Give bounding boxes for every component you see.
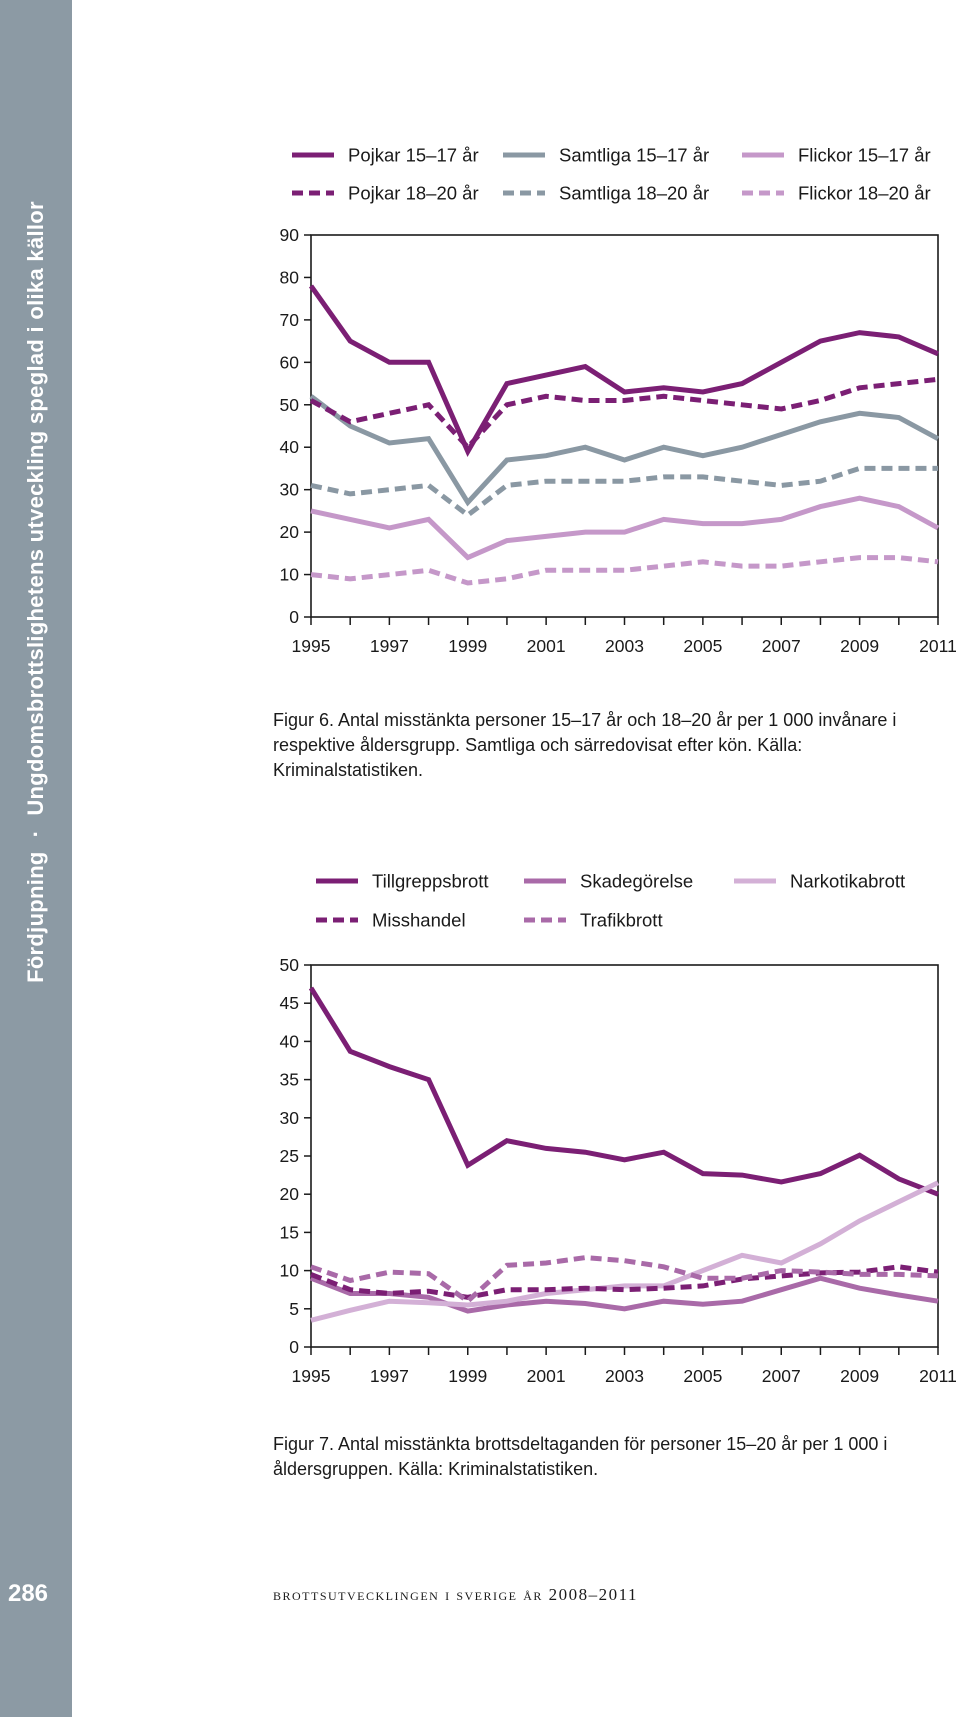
- y-tick-label: 45: [279, 993, 299, 1014]
- x-tick-label: 1995: [291, 636, 331, 656]
- figure-7-chart: [0, 850, 960, 1400]
- legend-label-samtliga-15-17-ar: Samtliga 15–17 år: [559, 144, 710, 166]
- series-line-pojkar-15-17-ar: [311, 286, 938, 452]
- y-tick-label: 50: [279, 955, 299, 975]
- legend-label-narkotikabrott: Narkotikabrott: [790, 870, 906, 892]
- series-line-tillgreppsbrott: [311, 988, 938, 1194]
- legend-label-flickor-18-20-ar: Flickor 18–20 år: [798, 182, 931, 204]
- x-tick-label: 1995: [291, 1366, 331, 1386]
- y-tick-label: 10: [279, 1260, 299, 1281]
- y-tick-label: 30: [279, 479, 299, 500]
- y-tick-label: 0: [289, 607, 299, 627]
- series-line-skadegorelse: [311, 1278, 938, 1311]
- series-line-flickor-18-20-ar: [311, 558, 938, 583]
- x-tick-label: 2003: [605, 636, 644, 656]
- legend-label-tillgreppsbrott: Tillgreppsbrott: [372, 870, 489, 892]
- y-tick-label: 15: [279, 1222, 299, 1243]
- y-tick-label: 40: [279, 437, 299, 458]
- y-tick-label: 80: [279, 267, 299, 288]
- y-tick-label: 20: [279, 1184, 299, 1205]
- y-tick-label: 30: [279, 1107, 299, 1128]
- figure-6-chart: [0, 0, 960, 690]
- y-tick-label: 50: [279, 394, 299, 415]
- y-tick-label: 90: [279, 225, 299, 245]
- legend-label-flickor-15-17-ar: Flickor 15–17 år: [798, 144, 931, 166]
- series-line-narkotikabrott: [311, 1183, 938, 1321]
- x-tick-label: 2005: [683, 1366, 723, 1386]
- figure-6-caption: Figur 6. Antal misstänkta personer 15–17 år och 18–20 år per 1 000 invånare i respektive åldersgrupp. Samtliga och särredovisat efter kön. Källa: Kriminalstatistiken.: [273, 710, 897, 780]
- x-tick-label: 2009: [840, 1366, 880, 1386]
- legend-label-pojkar-15-17-ar: Pojkar 15–17 år: [348, 144, 479, 166]
- x-tick-label: 1997: [369, 636, 409, 656]
- x-tick-label: 2001: [526, 636, 566, 656]
- y-tick-label: 40: [279, 1031, 299, 1052]
- x-tick-label: 2005: [683, 636, 723, 656]
- chapter-title: Ungdomsbrottslighetens utveckling speglad i olika källor: [23, 201, 48, 816]
- x-tick-label: 1997: [369, 1366, 409, 1386]
- y-tick-label: 25: [279, 1146, 299, 1166]
- legend-label-trafikbrott: Trafikbrott: [580, 909, 663, 931]
- x-tick-label: 2007: [761, 636, 801, 656]
- y-tick-label: 20: [279, 522, 299, 543]
- legend-label-skadegorelse: Skadegörelse: [580, 870, 694, 892]
- x-tick-label: 1999: [448, 636, 488, 656]
- y-tick-label: 5: [289, 1298, 299, 1319]
- section-label: Fördjupning: [23, 851, 48, 983]
- figure-7-caption: Figur 7. Antal misstänkta brottsdeltaganden för personer 15–20 år per 1 000 i åldersgruppen. Källa: Kriminalstatistiken.: [273, 1434, 888, 1479]
- x-tick-label: 1999: [448, 1366, 488, 1386]
- y-tick-label: 60: [279, 352, 299, 373]
- x-tick-label: 2011: [919, 1366, 957, 1386]
- plot-frame: [311, 965, 938, 1347]
- x-tick-label: 2003: [605, 1366, 644, 1386]
- y-tick-label: 0: [289, 1337, 299, 1357]
- y-tick-label: 10: [279, 564, 299, 585]
- x-tick-label: 2011: [919, 636, 957, 656]
- x-tick-label: 2007: [761, 1366, 801, 1386]
- legend-label-misshandel: Misshandel: [372, 909, 466, 931]
- y-tick-label: 70: [279, 309, 299, 330]
- separator-dot: ·: [23, 829, 48, 838]
- y-tick-label: 35: [279, 1069, 299, 1090]
- legend-label-pojkar-18-20-ar: Pojkar 18–20 år: [348, 182, 479, 204]
- page-footer: brottsutvecklingen i sverige år 2008–2011: [273, 1585, 639, 1604]
- legend-label-samtliga-18-20-ar: Samtliga 18–20 år: [559, 182, 710, 204]
- x-tick-label: 2009: [840, 636, 880, 656]
- x-tick-label: 2001: [526, 1366, 566, 1386]
- series-line-flickor-15-17-ar: [311, 498, 938, 557]
- page-number: 286: [7, 1580, 49, 1607]
- series-line-samtliga-18-20-ar: [311, 468, 938, 515]
